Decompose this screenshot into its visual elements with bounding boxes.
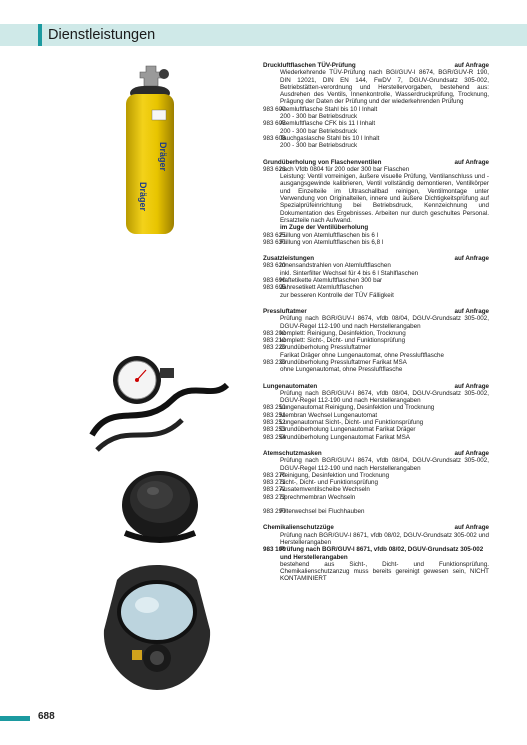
section-title [263, 524, 489, 531]
service-description: Grundüberholung Pressluftatmer [280, 344, 371, 352]
service-description: komplett: Sicht-, Dicht- und Funktionsprüfung [280, 337, 406, 345]
service-section [263, 159, 489, 247]
section-status: auf Anfrage [454, 307, 489, 315]
service-description: Leistung: Ventil vorreinigen, äußere visuelle Prüfung, Ventilanschluss und -ausgangsgewinde kalibrieren, Ventil vollständig demontieren, Ventilkörper und Einzelteile im Ultraschallbad reinigen, Ventilmontage unter Verwendung von Originalteilen, innere und äußere Dichtigkeitsprüfung auf Spezialprüfeinrichtung bei Betriebsdruck, Kennzeichnung und Dokumentation des Ergebnisses. Arbeiten nur durch geschultes Personal. Ersatzteile nach Aufwand. [280, 173, 489, 224]
section-title [263, 308, 489, 315]
article-number: 983 220 [263, 344, 286, 352]
service-description: Füllung von Atemluftflaschen bis 6,8 l [280, 238, 384, 246]
service-row [263, 434, 489, 441]
service-row [263, 390, 489, 405]
service-description: Farikat Dräger ohne Lungenautomat, ohne Pressluftflasche [280, 351, 444, 359]
service-row [263, 479, 489, 486]
service-row [263, 404, 489, 411]
section-title [263, 255, 489, 262]
article-number: 983 273 [263, 493, 286, 501]
service-row [263, 494, 489, 501]
service-section [263, 308, 489, 374]
service-description: Filterwechsel bei Fluchhauben [280, 508, 365, 516]
service-row [263, 106, 489, 121]
service-row [263, 412, 489, 419]
service-description: Sicht-, Dicht- und Funktionsprüfung [280, 479, 378, 487]
article-number: 983 695 [263, 284, 286, 292]
service-section [263, 62, 489, 150]
article-number: 983 253 [263, 426, 286, 434]
service-row [263, 166, 489, 173]
service-list [263, 62, 489, 592]
service-description: Prüfung nach BGR/GUV-I 8674, vfdb 08/04, DGUV-Grundsatz 305-002, DGUV-Regel 112-190 und nach Herstellerangaben [280, 315, 489, 330]
service-description: Wiederkehrende TÜV-Prüfung nach BGI/GUV-I 8674, BGR/GUV-R 190, DIN 12021, DIN EN 144, FwDV 7, DGUV-Grundsatz 305-002, Betriebstätten-verordnung und Herstellervorgaben, bestehend aus: Ausdrehen des Ventils, Innenkontrolle, Wasserdruckprüfung, Trocknung, Prägung der Daten der Prüfung und der wiederkehrenden Prüfung [280, 69, 489, 106]
section-title-text: Atemschutzmasken [263, 449, 322, 457]
section-status: auf Anfrage [454, 382, 489, 390]
service-row [263, 508, 489, 515]
service-row [263, 337, 489, 344]
service-row [263, 315, 489, 330]
article-number: 983 230 [263, 358, 286, 366]
service-description: 200 - 300 bar Betriebsdruck [280, 127, 358, 135]
service-description: Prüfung nach BGR/GUV-I 8671, vfdb 08/02, DGUV-Grundsatz 305-002 und Herstellerangaben [280, 546, 484, 561]
service-description: ohne Lungenautomat, ohne Pressluftflasche [280, 366, 403, 374]
service-description: Prüfung nach BGR/GUV-I 8671, vfdb 08/02, DGUV-Grundsatz 305-002 und Herstellerangaben [280, 531, 489, 546]
footer-bar [0, 716, 30, 721]
service-row [263, 120, 489, 135]
service-description: Prüfung nach BGR/GUV-I 8674, vfdb 08/04, DGUV-Grundsatz 305-002, DGUV-Regel 112-190 und nach Herstellerangaben [280, 457, 489, 472]
service-description: Prüfung nach BGR/GUV-I 8674, vfdb 08/04, DGUV-Grundsatz 305-002, DGUV-Regel 112-190 und nach Herstellerangaben [280, 389, 489, 405]
service-description: Grundüberholung Lungenautomat Farikat MSA [280, 433, 410, 441]
service-row [263, 546, 489, 561]
service-description: Reinigung, Desinfektion und Trocknung [280, 471, 390, 479]
article-number: 983 620 [263, 262, 286, 270]
article-number: 983 630 [263, 238, 286, 246]
service-section [263, 383, 489, 441]
article-number: 983 690 [263, 277, 286, 285]
service-description: 200 - 300 bar Betriebsdruck [280, 142, 358, 150]
service-description: Füllung von Atemluftflaschen bis 6 l [280, 231, 378, 239]
section-title-text: Druckluftflaschen TÜV-Prüfung [263, 62, 356, 69]
article-number: 983 100 [263, 546, 286, 554]
service-description: Lungenautomat Reinigung, Desinfektion und Trocknung [280, 404, 435, 412]
lung-demand-valve-image [115, 455, 205, 545]
service-row [263, 224, 489, 231]
service-description: Jahresetikett Atemluftflaschen [280, 284, 364, 292]
section-title-text: Pressluftatmer [263, 307, 307, 315]
article-number: 983 290 [263, 508, 286, 516]
service-description: Grundüberholung Pressluftatmer Farikat MSA [280, 358, 407, 366]
section-title [263, 383, 489, 390]
section-title [263, 450, 489, 457]
service-description: Tauchgaslasche Stahl bis 10 l Inhalt [280, 134, 380, 142]
service-description: Innensandstrahlen von Atemluftflaschen [280, 262, 391, 270]
regulator-gauge-image [82, 340, 232, 460]
service-description: Atemluftflasche CFK bis 11 l Inhalt [280, 120, 376, 128]
service-row [263, 173, 489, 224]
service-row [263, 359, 489, 374]
article-number: 983 272 [263, 486, 286, 494]
service-description: Ausatemventilscheibe Wechseln [280, 486, 370, 494]
service-description: 200 - 300 bar Betriebsdruck [280, 113, 358, 121]
service-row [263, 284, 489, 299]
article-number: 983 254 [263, 433, 286, 441]
service-description: Membran Wechsel Lungenautomat [280, 411, 378, 419]
service-row [263, 561, 489, 583]
service-section [263, 255, 489, 299]
article-number: 983 271 [263, 479, 286, 487]
full-face-mask-image [92, 560, 222, 695]
air-cylinder-image [108, 62, 188, 242]
service-row [263, 457, 489, 472]
service-row [263, 486, 489, 493]
section-status: auf Anfrage [454, 524, 489, 532]
section-status: auf Anfrage [454, 62, 489, 69]
cylinder-brand-label: Dräger [138, 182, 148, 212]
page-number: 688 [38, 711, 55, 722]
service-row [263, 239, 489, 246]
article-number: 983 252 [263, 419, 286, 427]
article-number: 983 625 [263, 231, 286, 239]
article-number: 983 251 [263, 411, 286, 419]
service-row [263, 419, 489, 426]
section-status: auf Anfrage [454, 158, 489, 166]
service-section [263, 524, 489, 582]
section-status: auf Anfrage [454, 255, 489, 263]
article-number: 983 270 [263, 471, 286, 479]
service-row [263, 532, 489, 547]
service-section [263, 450, 489, 515]
service-description: Grundüberholung Lungenautomat Farikat Dräger [280, 426, 416, 434]
article-number: 983 626 [263, 165, 286, 173]
service-row [263, 426, 489, 433]
service-row [263, 135, 489, 150]
section-title-text: Lungenautomaten [263, 382, 318, 390]
page-title: Dienstleistungen [48, 27, 156, 43]
service-description: komplett: Reinigung, Desinfektion, Trocknung [280, 329, 406, 337]
article-number: 983 600 [263, 105, 286, 113]
article-number: 983 210 [263, 337, 286, 345]
service-description: Atemluftflasche Stahl bis 10 l Inhalt [280, 105, 378, 113]
section-title [263, 62, 489, 69]
service-row [263, 472, 489, 479]
service-description: nach Vfdb 0804 für 200 oder 300 bar Flaschen [280, 165, 410, 173]
service-row [263, 277, 489, 284]
service-description: zur besseren Kontrolle der TÜV Fälligkeit [280, 291, 394, 299]
article-number: 983 200 [263, 329, 286, 337]
service-description: Haftetikette Atemluftflaschen 300 bar [280, 277, 383, 285]
service-description: im Zuge der Ventilüberholung [280, 224, 369, 232]
spacer [263, 501, 489, 508]
article-number: 983 608 [263, 134, 286, 142]
service-description: bestehend aus Sicht-, Dicht- und Funktionsprüfung. Chemikalienschutzanzug muss bereits gereinigt gewesen sein, NICHT KONTAMINIERT [280, 560, 489, 583]
service-description: Lungenautomat Sicht-, Dicht- und Funktionsprüfung [280, 419, 424, 427]
section-title-text: Zusatzleistungen [263, 255, 315, 263]
section-title [263, 159, 489, 166]
article-number: 983 605 [263, 120, 286, 128]
section-status: auf Anfrage [454, 449, 489, 457]
header-accent [38, 24, 42, 46]
cylinder-brand-label-2: Dräger [158, 142, 168, 172]
service-row [263, 330, 489, 337]
service-row [263, 69, 489, 105]
section-title-text: Grundüberholung von Flaschenventilen [263, 158, 382, 166]
service-description: Sprechmembran Wechseln [280, 493, 356, 501]
article-number: 983 250 [263, 404, 286, 412]
service-description: inkl. Sinterfilter Wechsel für 4 bis 6 l Stahlflaschen [280, 269, 419, 277]
section-title-text: Chemikalienschutzzüge [263, 524, 334, 532]
service-row [263, 232, 489, 239]
service-row [263, 344, 489, 359]
service-row [263, 262, 489, 277]
